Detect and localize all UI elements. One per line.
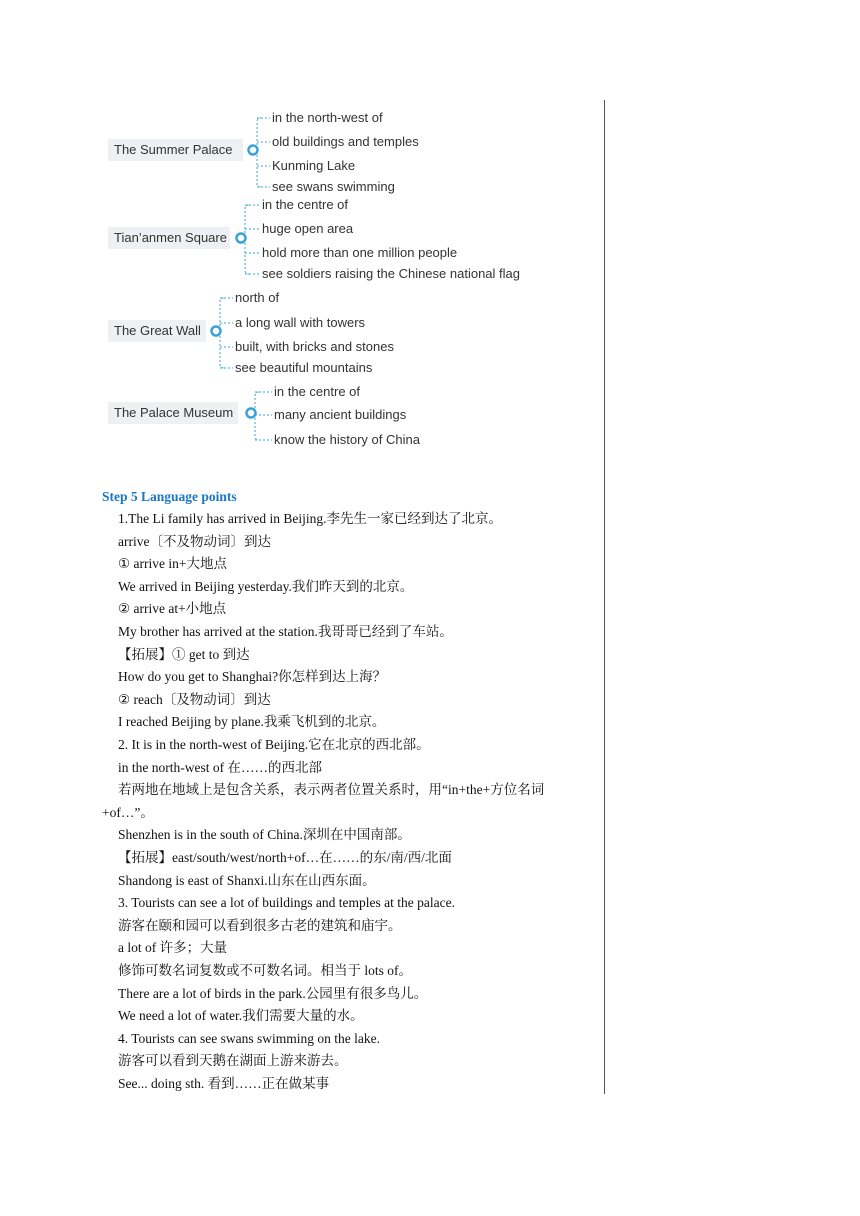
mind-map-leaf: built, with bricks and stones [235,339,394,354]
text-line: ② reach〔及物动词〕到达 [118,691,271,707]
mind-map-leaf: in the centre of [274,384,360,399]
mind-map-node-icon [237,234,246,243]
text-line: 4. Tourists can see swans swimming on the lake. [118,1030,381,1046]
text-line: 3. Tourists can see a lot of buildings and temples at the palace. [118,895,455,911]
text-line: My brother has arrived at the station.我哥哥已经到了车站。 [118,624,453,639]
text-line: We need a lot of water.我们需要大量的水。 [118,1008,364,1024]
mind-map-leaf: a long wall with towers [235,315,366,330]
text-line: ② arrive at+小地点 [118,601,227,617]
text-line: 【拓展】① get to 到达 [118,646,250,662]
text-line: 【拓展】east/south/west/north+of…在……的东/南/西/北面 [118,850,452,865]
mind-map-leaf: north of [235,290,280,305]
mind-map-leaf: Kunming Lake [272,158,356,173]
mind-map-node-icon [247,409,256,418]
text-line: a lot of 许多；大量 [118,940,228,956]
text-line: arrive〔不及物动词〕到达 [118,533,271,549]
text-line: 2. It is in the north-west of Beijing.它在北京的西北部。 [118,737,430,752]
mind-map-leaf: many ancient buildings [274,407,407,422]
right-margin-rule [604,100,605,1094]
text-line: 若两地在地域上是包含关系，表示两者位置关系时，用“in+the+方位名词 [118,782,545,798]
text-line: ① arrive in+大地点 [118,556,227,572]
mind-map-node-icon [212,327,221,336]
text-line: There are a lot of birds in the park.公园里有很多鸟儿。 [118,985,428,1001]
text-line: +of…”。 [102,804,154,820]
mind-map-topic: The Summer Palace [108,139,243,161]
text-line: Shandong is east of Shanxi.山东在山西东面。 [118,872,376,888]
text-line: See... doing sth. 看到……正在做某事 [118,1076,330,1091]
mind-map-leaf: old buildings and temples [272,134,419,149]
mind-map [108,108,548,453]
mind-map-leaf: know the history of China [274,432,420,447]
text-line: Shenzhen is in the south of China.深圳在中国南部。 [118,827,411,843]
text-line: in the north-west of 在……的西北部 [118,759,322,775]
text-line: 游客在颐和园可以看到很多古老的建筑和庙宇。 [118,917,402,933]
mind-map-topic: Tian’anmen Square [108,227,230,249]
mind-map-topic: The Great Wall [108,320,206,342]
section-heading: Step 5 Language points [102,489,237,504]
mind-map-topic: The Palace Museum [108,402,238,424]
text-line: 游客可以看到天鹅在湖面上游来游去。 [118,1053,348,1069]
mind-map-node-icon [249,146,258,155]
text-line: I reached Beijing by plane.我乘飞机到的北京。 [118,714,386,730]
mind-map-leaf: see beautiful mountains [235,360,373,375]
mind-map-leaf: hold more than one million people [262,245,458,260]
text-line: We arrived in Beijing yesterday.我们昨天到的北京。 [118,578,414,594]
text-line: How do you get to Shanghai?你怎样到达上海？ [118,669,387,685]
mind-map-leaf: see soldiers raising the Chinese national flag [262,266,520,281]
mind-map-leaf: see swans swimming [272,179,395,194]
text-line: 修饰可数名词复数或不可数名词。相当于 lots of。 [118,963,413,978]
mind-map-leaf: in the north-west of [272,110,383,125]
mind-map-leaf: in the centre of [262,197,348,212]
text-line: 1.The Li family has arrived in Beijing.李先生一家已经到达了北京。 [118,511,502,526]
mind-map-leaf: huge open area [262,221,354,236]
